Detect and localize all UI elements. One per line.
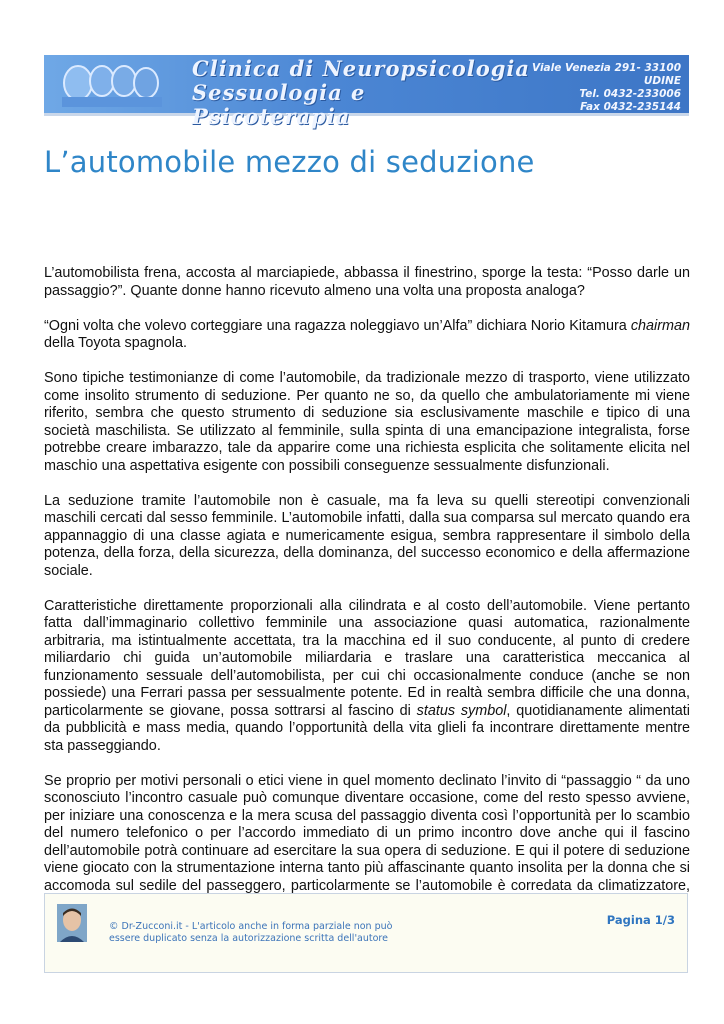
paragraph-4: La seduzione tramite l’automobile non è casuale, ma fa leva su quelli stereotipi convenzionali maschili cercati dal sesso femminile. L’automobile infatti, dalla sua comparsa sul mercato quando era appannaggio di una classe agiata e numericamente esigua, sembra rappresentare il simbolo della potenza, della forza, della sicurezza, della dominanza, del successo economico e della affermazione sociale. [44, 492, 690, 579]
article-body [44, 265, 690, 930]
italic-term: status symbol [416, 702, 507, 719]
clinic-name-line1: Clinica di Neuropsicologia [192, 56, 531, 81]
profile-heads-icon [52, 59, 172, 109]
page-number: Pagina 1/3 [606, 913, 675, 927]
article-title: L’automobile mezzo di seduzione [44, 145, 535, 179]
clinic-banner [44, 55, 689, 129]
paragraph-2: “Ogni volta che volevo corteggiare una ragazza noleggiavo un’Alfa” dichiara Norio Kitamura chairman della Toyota spagnola. [44, 317, 690, 351]
clinic-fax: Fax 0432-235144 [580, 101, 681, 113]
clinic-name-line2: Sessuologia e Psicoterapia [192, 80, 366, 129]
clinic-contact [511, 62, 681, 114]
clinic-address: Viale Venezia 291- 33100 UDINE [532, 62, 681, 87]
paragraph-1: L’automobilista frena, accosta al marciapiede, abbassa il finestrino, sporge la testa: “Posso darle un passaggio?”. Quante donne hanno ricevuto almeno una volta una proposta analoga? [44, 265, 690, 299]
copyright-notice: © Dr-Zucconi.it - L'articolo anche in forma parziale non può essere duplicato senza la autorizzazione scritta dell'autore [109, 921, 393, 944]
paragraph-3: Sono tipiche testimonianze di come l’automobile, da tradizionale mezzo di trasporto, viene utilizzato come insolito strumento di seduzione. Per quanto ne so, da quello che ambulatoriamente mi viene riferito, sembra che questo strumento di seduzione sia esclusivamente maschile e tipico di una società maschilista. Se utilizzato al femminile, sulla spinta di una emancipazione integralista, forse potrebbe creare imbarazzo, tale da apparire come una richiesta esplicita che solitamente elicita nel maschio una aspettativa esigente con possibili conseguenze sessualmente disfunzionali. [44, 370, 690, 474]
paragraph-5: Caratteristiche direttamente proporzionali alla cilindrata e al costo dell’automobile. Viene pertanto fatta dall’immaginario collettivo femminile una associazione quasi automatica, razionalmente arbitraria, ma istintualmente accettata, tra la macchina ed il suo conducente, al punto di credere miliardario chi guida un’automobile miliardaria e traslare una caratteristica meccanica al funzionamento sessuale dell’automobilista, per cui chi occasionalmente conduce (anche se non possiede) una Ferrari passa per sessualmente potente. Ed in realtà sembra difficile che una donna, particolarmente se giovane, possa sottrarsi al fascino di status symbol, quotidianamente alimentati da pubblicità e mass media, quando l’opportunità della vita glieli fa incontrare direttamente mentre sta passeggiando. [44, 597, 690, 754]
page-footer [44, 893, 688, 973]
italic-term: chairman [630, 317, 690, 334]
clinic-phone: Tel. 0432-233006 [579, 88, 681, 100]
author-photo-icon [57, 904, 87, 942]
paragraph-6: Se proprio per motivi personali o etici viene in quel momento declinato l’invito di “passaggio “ da uno sconosciuto l’incontro casuale può comunque diventare occasione, come del resto spesso avviene, per iniziare una conoscenza e la mera scusa del passaggio diventa così l’opportunità per lo scambio del numero telefonico o per l’accordo immediato di un primo incontro dove anche qui il fascino dell’automobile potrà continuare ad esercitare la sua opera di seduzione. E qui il potere di seduzione viene giocato con la strumentazione interna tanto più affascinante quanto insolita per la donna che si accomoda sul sedile del passeggero, particolarmente se l’automobile è corredata da climatizzatore, [44, 772, 690, 894]
